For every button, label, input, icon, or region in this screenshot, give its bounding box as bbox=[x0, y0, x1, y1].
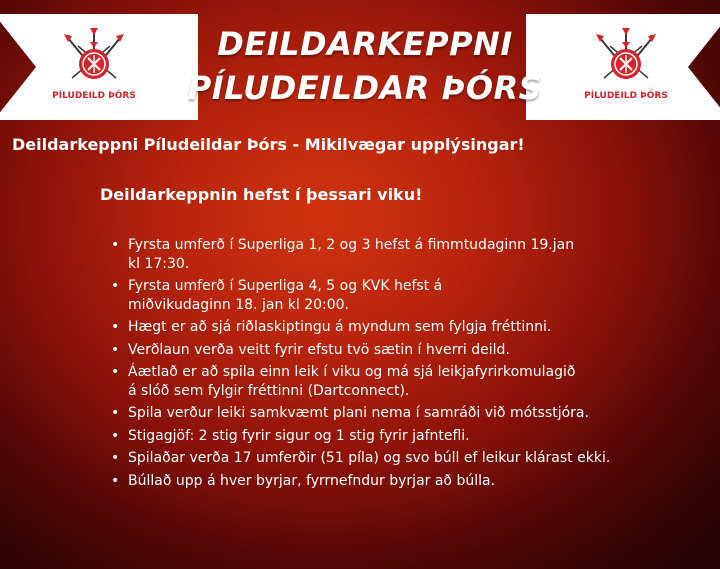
list-item: • Verðlaun verða veitt fyrir efstu tvö sætin í hverri deild. bbox=[108, 341, 668, 360]
list-item: • Áætlað er að spila einn leik í viku og má sjá leikjafyrirkomulagið á slóð sem fylgir fréttinni (Dartconnect). bbox=[108, 363, 668, 400]
list-item: • Búllað upp á hver byrjar, fyrrnefndur byrjar að búlla. bbox=[108, 472, 668, 491]
list-item: • Fyrsta umferð í Superliga 1, 2 og 3 hefst á fimmtudaginn 19.jan kl 17:30. bbox=[108, 236, 668, 273]
page-title-line2: PÍLUDEILDAR ÞÓRS bbox=[187, 69, 543, 107]
intro-heading: Deildarkeppnin hefst í þessari viku! bbox=[100, 185, 423, 204]
page-title-line1: DEILDARKEPPNI bbox=[217, 25, 513, 63]
right-logo-text: PÍLUDEILD ÞÓRS bbox=[584, 91, 668, 101]
list-item: • Fyrsta umferð í Superliga 4, 5 og KVK hefst á miðvikudaginn 18. jan kl 20:00. bbox=[108, 277, 668, 314]
info-list bbox=[108, 236, 668, 494]
left-banner bbox=[0, 14, 198, 120]
page-subtitle: Deildarkeppni Píludeildar Þórs - Mikilvægar upplýsingar! bbox=[12, 135, 525, 154]
list-item: • Spila verður leiki samkvæmt plani nema í samráði við mótsstjóra. bbox=[108, 404, 668, 423]
list-item: • Stigagjöf: 2 stig fyrir sigur og 1 stig fyrir jafntefli. bbox=[108, 427, 668, 446]
list-item: • Hægt er að sjá riðlaskiptingu á myndum sem fylgja fréttinni. bbox=[108, 318, 668, 337]
right-banner-flag bbox=[526, 14, 720, 120]
left-logo-text: PÍLUDEILD ÞÓRS bbox=[52, 91, 136, 101]
left-banner-flag bbox=[0, 14, 198, 120]
list-item: • Spilaðar verða 17 umferðir (51 píla) og svo búll ef leikur klárast ekki. bbox=[108, 449, 668, 468]
right-banner bbox=[526, 14, 720, 120]
